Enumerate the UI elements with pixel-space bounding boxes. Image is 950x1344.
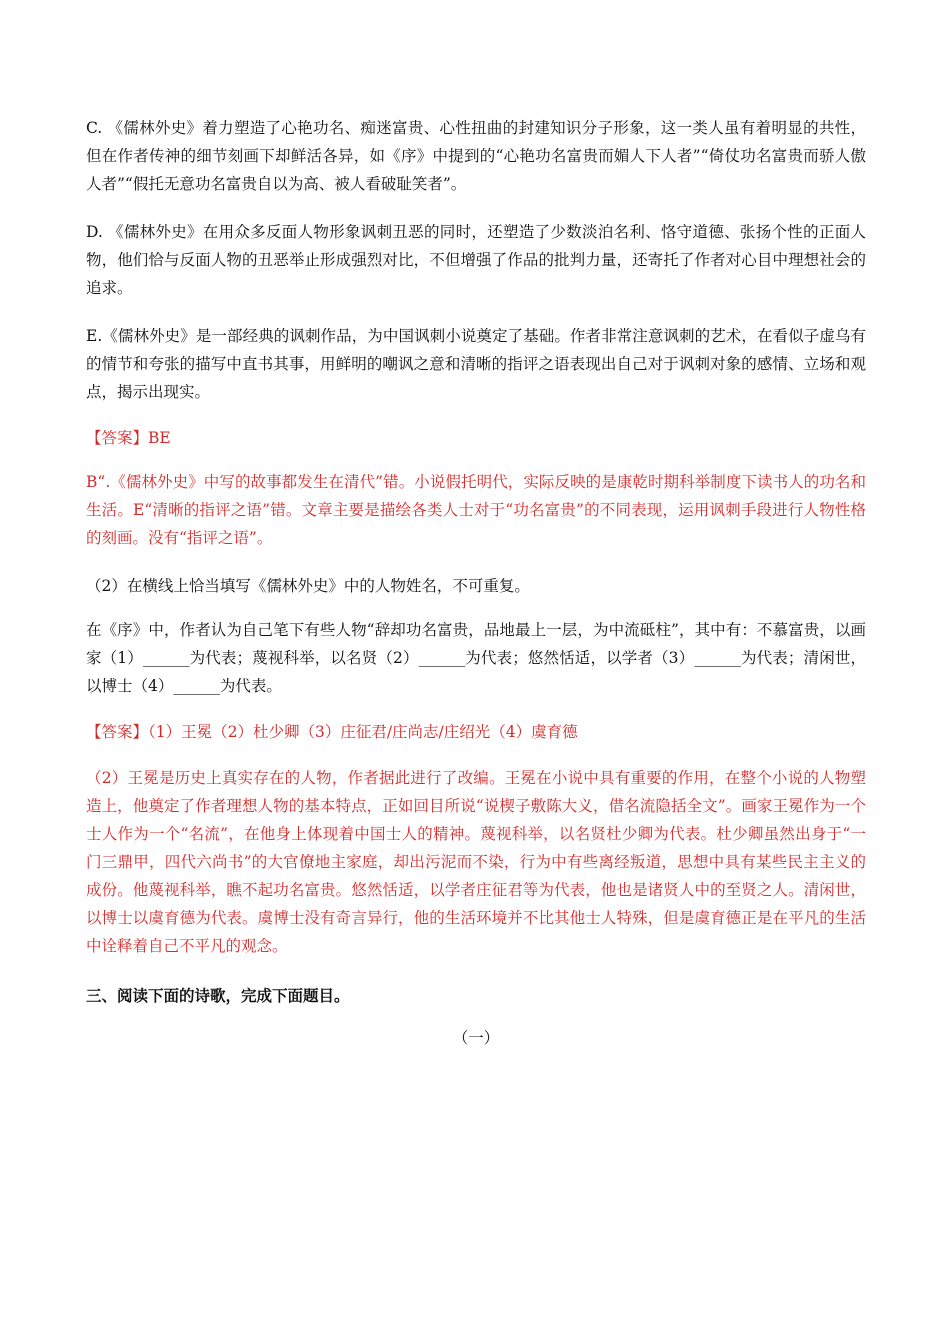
analysis-2: （2）王冕是历史上真实存在的人物，作者据此进行了改编。王冕在小说中具有重要的作用，在整个小说的人物塑造上，他奠定了作者理想人物的基本特点，正如回目所说“说楔子敷陈大义，借名流隐括全文”。画家王冕作为一个士人作为一个“名流”，在他身上体现着中国士人的精神。蔑视科举，以名贤杜少卿为代表。杜少卿虽然出身于“一门三鼎甲，四代六尚书”的大官僚地主家庭，却出污泥而不染，行为中有些离经叛道，思想中具有某些民主主义的成份。他蔑视科举，瞧不起功名富贵。悠然恬适，以学者庄征君等为代表，他也是诸贤人中的至贤之人。清闲世，以博士以虞育德为代表。虞博士没有奇言异行，他的生活环境并不比其他士人特殊，但是虞育德正是在平凡的生活中诠释着自己不平凡的观念。 (86, 769, 866, 955)
option-e-paragraph: E.《儒林外史》是一部经典的讽刺作品，为中国讽刺小说奠定了基础。作者非常注意讽刺的艺术，在看似子虚乌有的情节和夸张的描写中直书其事，用鲜明的嘲讽之意和清晰的指评之语表现出自己对于讽刺对象的感情、立场和观点，揭示出现实。 (86, 327, 866, 401)
option-c-paragraph: C. 《儒林外史》着力塑造了心艳功名、痴迷富贵、心性扭曲的封建知识分子形象，这一类人虽有着明显的共性，但在作者传神的细节刻画下却鲜活各异，如《序》中提到的“心艳功名富贵而媚人下人者”“倚仗功名富贵而骄人傲人者”“假托无意功名富贵自以为高、被人看破耻笑者”。 (86, 119, 866, 193)
option-d-paragraph: D. 《儒林外史》在用众多反面人物形象讽刺丑恶的同时，还塑造了少数淡泊名利、恪守道德、张扬个性的正面人物，他们恰与反面人物的丑恶举止形成强烈对比，不但增强了作品的批判力量，还寄托了作者对心目中理想社会的追求。 (86, 223, 866, 297)
section-3-heading: 三、阅读下面的诗歌，完成下面题目。 (86, 986, 350, 1005)
question-2-body: 在《序》中，作者认为自己笔下有些人物“辞却功名富贵，品地最上一层，为中流砥柱”，其中有：不慕富贵，以画家（1）______为代表；蔑视科举，以名贤（2）______为代表；悠然恬适，以学者（3）______为代表；清闲世，以博士（4）______为代表。 (86, 621, 866, 695)
answer-2: 【答案】（1）王冕（2）杜少卿（3）庄征君/庄尚志/庄绍光（4）虞育德 (86, 723, 578, 741)
subsection-1-heading: （一） (452, 1029, 500, 1047)
question-2-title: （2）在横线上恰当填写《儒林外史》中的人物姓名，不可重复。 (86, 577, 530, 595)
analysis-1: B“.《儒林外史》中写的故事都发生在清代”错。小说假托明代，实际反映的是康乾时期科举制度下读书人的功名和生活。E“清晰的指评之语”错。文章主要是描绘各类人士对于“功名富贵”的不同表现，运用讽刺手段进行人物性格的刻画。没有“指评之语”。 (86, 473, 866, 547)
answer-1: 【答案】BE (86, 429, 171, 447)
